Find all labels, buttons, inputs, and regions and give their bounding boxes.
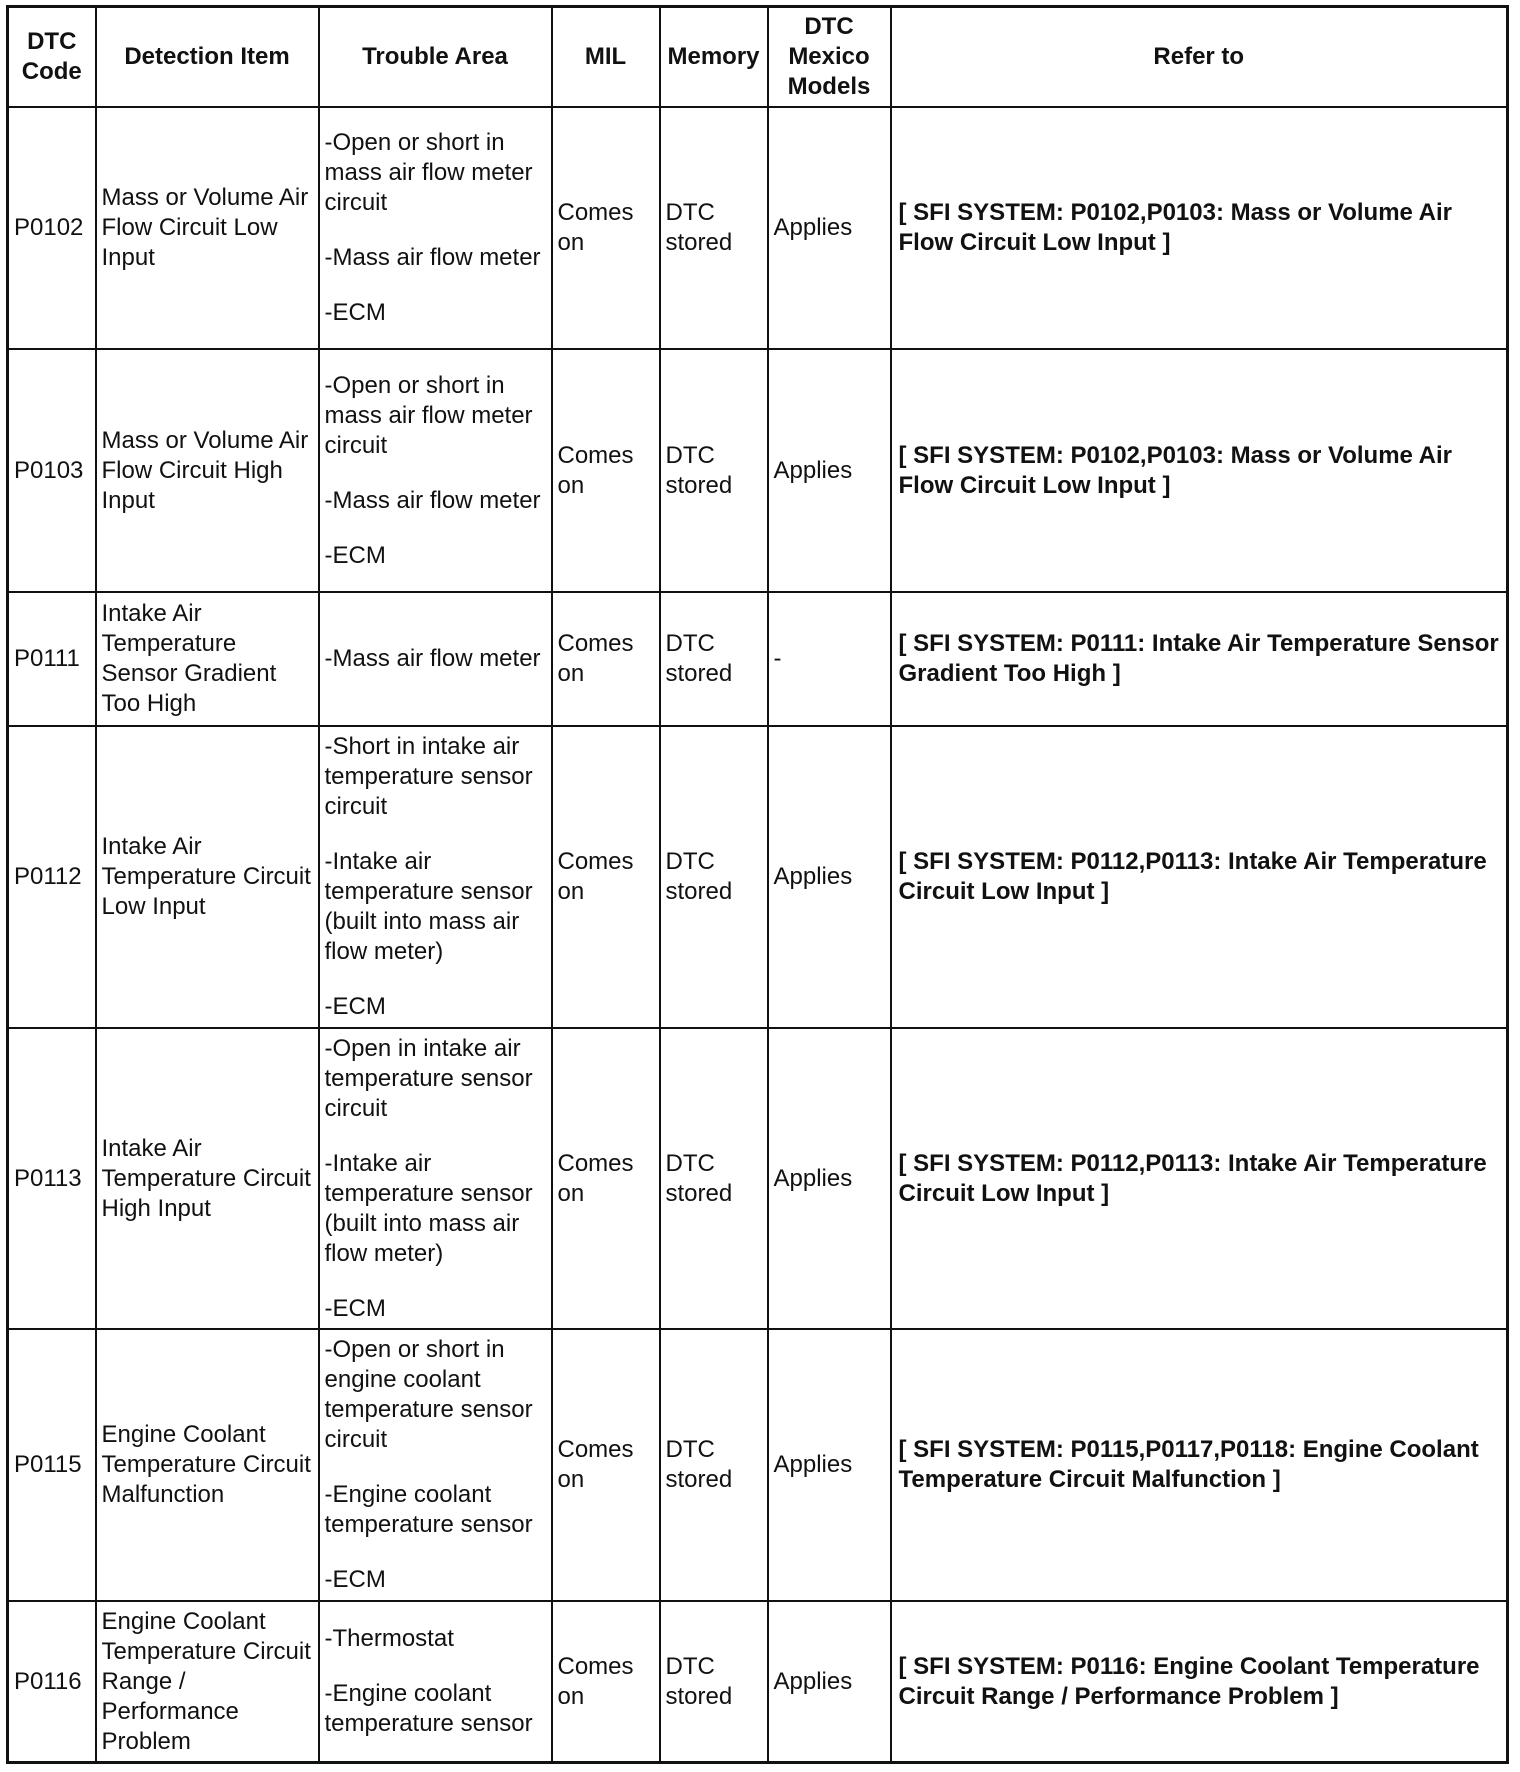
refer-to-link[interactable]: [ SFI SYSTEM: P0116: Engine Coolant Temperature Circuit Range / Performance Problem ] bbox=[891, 1601, 1508, 1763]
memory-cell: DTC stored bbox=[660, 1028, 768, 1329]
refer-to-link[interactable]: [ SFI SYSTEM: P0112,P0113: Intake Air Temperature Circuit Low Input ] bbox=[891, 1028, 1508, 1329]
dtc-code-cell: P0112 bbox=[8, 726, 96, 1028]
table-row bbox=[8, 726, 1508, 1028]
dtc-code-cell: P0113 bbox=[8, 1028, 96, 1329]
header-detection-item: Detection Item bbox=[96, 7, 319, 108]
trouble-area-item: -Open or short in mass air flow meter circuit bbox=[324, 371, 533, 459]
refer-to-link[interactable]: [ SFI SYSTEM: P0102,P0103: Mass or Volume Air Flow Circuit Low Input ] bbox=[891, 349, 1508, 592]
dtc-code-cell: P0103 bbox=[8, 349, 96, 592]
trouble-area-item: -Mass air flow meter bbox=[324, 645, 541, 672]
mexico-models-cell: Applies bbox=[768, 1601, 891, 1763]
trouble-area-item: -Mass air flow meter bbox=[324, 244, 541, 271]
mexico-models-cell: Applies bbox=[768, 726, 891, 1028]
dtc-table bbox=[6, 5, 1509, 1764]
header-mil: MIL bbox=[552, 7, 660, 108]
trouble-area-cell bbox=[319, 1329, 552, 1601]
trouble-area-cell bbox=[319, 726, 552, 1028]
detection-item-cell: Intake Air Temperature Sensor Gradient Too High bbox=[96, 592, 319, 726]
dtc-code-cell: P0115 bbox=[8, 1329, 96, 1601]
detection-item-cell: Mass or Volume Air Flow Circuit Low Input bbox=[96, 107, 319, 349]
trouble-area-cell bbox=[319, 1601, 552, 1763]
trouble-area-item: -Short in intake air temperature sensor circuit bbox=[324, 733, 533, 820]
trouble-area-item: -Intake air temperature sensor (built into mass air flow meter) bbox=[324, 1149, 533, 1267]
trouble-area-item: -ECM bbox=[324, 1566, 386, 1593]
memory-cell: DTC stored bbox=[660, 726, 768, 1028]
refer-to-link[interactable]: [ SFI SYSTEM: P0115,P0117,P0118: Engine Coolant Temperature Circuit Malfunction ] bbox=[891, 1329, 1508, 1601]
trouble-area-item: -Thermostat bbox=[324, 1625, 454, 1652]
trouble-area-item: -Mass air flow meter bbox=[324, 486, 541, 514]
table-row bbox=[8, 349, 1508, 592]
trouble-area-cell bbox=[319, 592, 552, 726]
memory-cell: DTC stored bbox=[660, 592, 768, 726]
detection-item-cell: Mass or Volume Air Flow Circuit High Input bbox=[96, 349, 319, 592]
trouble-area-item: -ECM bbox=[324, 299, 386, 326]
header-refer-to: Refer to bbox=[891, 7, 1508, 108]
memory-cell: DTC stored bbox=[660, 1601, 768, 1763]
trouble-area-item: -ECM bbox=[324, 1294, 386, 1322]
header-row bbox=[8, 7, 1508, 108]
mil-cell: Comes on bbox=[552, 1329, 660, 1601]
table-row bbox=[8, 1028, 1508, 1329]
detection-item-cell: Engine Coolant Temperature Circuit Malfunction bbox=[96, 1329, 319, 1601]
detection-item-cell: Intake Air Temperature Circuit High Input bbox=[96, 1028, 319, 1329]
mexico-models-cell: Applies bbox=[768, 1028, 891, 1329]
trouble-area-item: -Engine coolant temperature sensor bbox=[324, 1481, 533, 1538]
refer-to-link[interactable]: [ SFI SYSTEM: P0102,P0103: Mass or Volume Air Flow Circuit Low Input ] bbox=[891, 107, 1508, 349]
trouble-area-item: -Open or short in mass air flow meter circuit bbox=[324, 129, 533, 216]
trouble-area-item: -Open in intake air temperature sensor circuit bbox=[324, 1034, 533, 1122]
trouble-area-cell bbox=[319, 349, 552, 592]
dtc-code-cell: P0111 bbox=[8, 592, 96, 726]
mil-cell: Comes on bbox=[552, 1601, 660, 1763]
trouble-area-item: -ECM bbox=[324, 541, 386, 569]
mil-cell: Comes on bbox=[552, 1028, 660, 1329]
detection-item-cell: Engine Coolant Temperature Circuit Range / Performance Problem bbox=[96, 1601, 319, 1763]
memory-cell: DTC stored bbox=[660, 1329, 768, 1601]
table-row bbox=[8, 592, 1508, 726]
trouble-area-item: -Open or short in engine coolant temperature sensor circuit bbox=[324, 1336, 533, 1453]
trouble-area-item: -Engine coolant temperature sensor bbox=[324, 1680, 533, 1737]
mexico-models-cell: Applies bbox=[768, 1329, 891, 1601]
mexico-models-cell: Applies bbox=[768, 349, 891, 592]
table-row bbox=[8, 107, 1508, 349]
header-dtc-code: DTC Code bbox=[8, 7, 96, 108]
mil-cell: Comes on bbox=[552, 592, 660, 726]
mexico-models-cell: Applies bbox=[768, 107, 891, 349]
memory-cell: DTC stored bbox=[660, 107, 768, 349]
mil-cell: Comes on bbox=[552, 107, 660, 349]
memory-cell: DTC stored bbox=[660, 349, 768, 592]
refer-to-link[interactable]: [ SFI SYSTEM: P0111: Intake Air Temperature Sensor Gradient Too High ] bbox=[891, 592, 1508, 726]
trouble-area-item: -Intake air temperature sensor (built into mass air flow meter) bbox=[324, 848, 533, 965]
trouble-area-cell bbox=[319, 107, 552, 349]
mil-cell: Comes on bbox=[552, 349, 660, 592]
table-row bbox=[8, 1329, 1508, 1601]
mexico-models-cell: - bbox=[768, 592, 891, 726]
trouble-area-cell bbox=[319, 1028, 552, 1329]
header-memory: Memory bbox=[660, 7, 768, 108]
dtc-code-cell: P0116 bbox=[8, 1601, 96, 1763]
trouble-area-item: -ECM bbox=[324, 993, 386, 1020]
table-row bbox=[8, 1601, 1508, 1763]
dtc-code-cell: P0102 bbox=[8, 107, 96, 349]
header-trouble-area: Trouble Area bbox=[319, 7, 552, 108]
header-mexico-models: DTC Mexico Models bbox=[768, 7, 891, 108]
refer-to-link[interactable]: [ SFI SYSTEM: P0112,P0113: Intake Air Temperature Circuit Low Input ] bbox=[891, 726, 1508, 1028]
mil-cell: Comes on bbox=[552, 726, 660, 1028]
detection-item-cell: Intake Air Temperature Circuit Low Input bbox=[96, 726, 319, 1028]
